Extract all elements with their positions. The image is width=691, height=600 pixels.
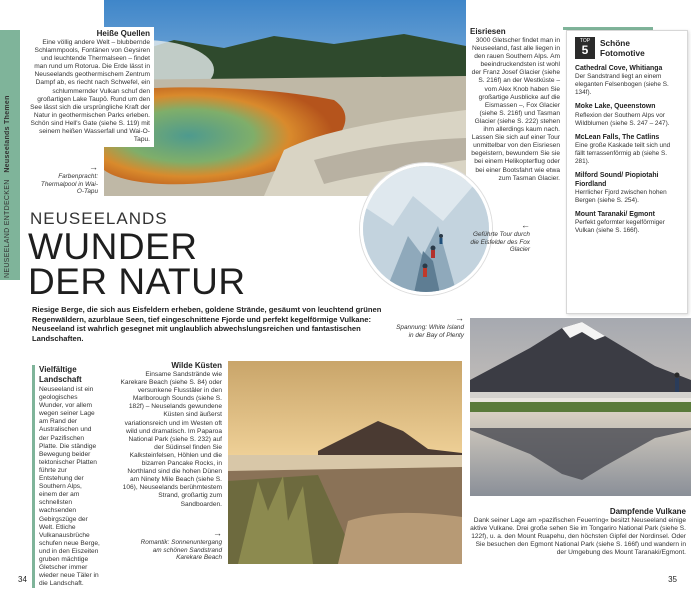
top5-photo-spots [566,30,688,314]
top5-item [575,103,679,127]
hot-springs-caption [40,164,98,196]
hot-springs-section [26,27,154,147]
top5-title: Schöne Fotomotive [600,38,645,58]
top5-item [575,172,679,205]
glaciers-heading: Eisriesen [470,27,506,36]
title-kicker: NEUSEELANDS [30,209,168,228]
glaciers-section [470,27,560,183]
section-label: NEUSEELAND ENTDECKEN [4,179,11,278]
volcanoes-heading: Dampfende Vulkane [609,507,686,516]
hot-springs-heading: Heiße Quellen [96,29,150,38]
top5-item [575,134,679,166]
top5-list [575,65,679,235]
spannung-caption-text: Spannung: White Island in der Bay of Plenty [396,323,464,339]
top5-item-name: Moke Lake, Queenstown [575,103,656,111]
top5-item-desc: Herrlicher Fjord zwischen hohen Bergen (siehe S. 254). [575,189,667,205]
coasts-text: Einsame Sandstrände wie Karekare Beach (siehe S. 84) oder versunkene Flusstäler in den Marlborough Sounds (siehe S. 182f) – Neuselands gewundene Küsten sind äußerst variationsreich und im Westen oft wild und dramatisch. Im Paparoa National Park (siehe S. 232) auf der Südinsel finden Sie Kalksteinfelsen, Höhlen und die bizarren Pancake Rocks, in Northland sind die hohen Dünen am Ninety Mile Beach (siehe S. 106), Neuseelands berühmtestem Strand, großartig zum Sandboarden. [120,371,222,508]
top5-item [575,211,679,235]
glaciers-text: 3000 Gletscher findet man in Neuseeland, fast alle liegen in den rauen Southern Alps. Am beeindruckendsten ist wohl der Franz Josef Glacier (siehe S. 216f) an der Westküste – vom Alex Knob haben Sie großartige Ausblicke auf die Eismassen –, Fox Glacier (siehe S. 216f) und Tasman Glacier (siehe S. 222) stehen ihm allerdings kaum nach. Lassen Sie sich auf einer Tour unmittelbar von den Eisriesen begeistern, bewundern Sie sie bei einem Helikopterflug oder bei einer Bootsfahrt wie etwa zum Tasman Glacier. [471,37,560,182]
coasts-section [120,361,222,509]
arrow-right-icon: → [213,528,222,538]
coasts-heading: Wilde Küsten [171,361,222,370]
glacier-caption [466,222,530,254]
top5-item-desc: Reflexion der Southern Alps vor Wildblumen (siehe S. 247 – 247). [575,111,670,127]
top5-item-name: Cathedral Cove, Whitianga [575,65,663,72]
coasts-caption [140,530,222,562]
side-section-label [4,68,18,278]
intro-text: Riesige Berge, die sich aus Eisfeldern erheben, goldene Strände, gesäumt von leuchtend grünen Regenwäldern, azurblaue Seen, tief eingeschnittene Fjorde und perfekt kegelförmige Vulkane: Neuseeland ist wahrlich gesegnet mit unglaublich abwechslungsreichen und fantastischen Landschaften. [32,305,382,343]
coasts-caption-text: Romantik: Sonnenuntergang am schönen Sandstrand Karekare Beach [140,538,222,562]
diverse-text: Neuseeland ist ein geologisches Wunder, vor allem wegen seiner Lage am Rand der Australischen und der Pazifischen Platte. Die ständige Bewegung beider tektonischer Platten führte zur Entstehung der Southern Alps, einem der am schnellsten wachsenden Gebirgszüge der Welt. Etliche Vulkanausbrüche schufen neue Berge, und in den Eiszeiten gruben mächtige Gletscher immer wieder neue Täler in die Landschaft. [39,386,100,588]
title-line-1: WUNDER [28,226,198,267]
diverse-section [32,365,100,588]
hot-springs-text: Eine völlig andere Welt – blubbernde Schlammpools, Fontänen von Geysiren und leuchtende Thermalseen – findet man rund um Rotorua. Die Erde lässt in Neuseelands geothermischem Zentrum Dampf ab, es riecht nach Schwefel, ein schlummernder Vulkan schuf den großartigen Lake Taupō. Rund um den See lässt sich die ursprüngliche Kraft der Natur in geothermischen Parks erleben. Schön sind Hell's Gate (siehe S. 119) mit seinem heißen Wasserfall und Wai-O-Tapu. [30,39,150,144]
page-number-left: 34 [18,575,27,584]
volcanoes-section [470,507,686,557]
arrow-right-icon: → [89,162,98,172]
arrow-right-icon: → [455,313,464,323]
top5-item-desc: Der Sandstrand liegt an einem eleganten Felsenbogen (siehe S. 134f). [575,73,669,97]
diverse-heading: Vielfältige Landschaft [39,365,82,384]
spannung-caption [396,315,464,339]
title-line-2: DER NATUR [28,261,246,302]
karekare-beach-photo [228,361,462,564]
top5-item-desc: Eine große Kaskade teilt sich und fällt terrassenförmig ab (siehe S. 281). [575,142,671,166]
top5-item-name: Milford Sound/ Piopiotahi Fiordland [575,172,659,188]
chapter-label: Neuseelands Themen [4,95,11,173]
volcano-photo [470,318,691,496]
arrow-left-icon: ← [521,220,530,230]
top5-item-desc: Perfekt geformter kegelförmiger Vulkan (siehe S. 166f). [575,219,665,235]
hot-springs-caption-text: Farbenpracht: Thermalpool in Wai-O-Tapu [40,172,98,196]
glacier-caption-text: Geführte Tour durch die Eisfelder des Fox Glacier [470,230,530,254]
top5-badge: TOP 5 [575,37,595,59]
volcanoes-text: Dank seiner Lage am »pazifischen Feuerring« besitzt Neuseeland einige aktive Vulkane. Drei große sehen Sie im Tongariro National Park (siehe S. 122f), u. a. den Mount Ruapehu, den höchsten Gipfel der Nordinsel. Oder Sie besuchen den Egmont National Park (siehe S. 166f) und wandern in der Umgebung des Mount Taranaki/Egmont. [470,517,686,557]
top5-item-name: Mount Taranaki/ Egmont [575,211,655,219]
top5-item-name: McLean Falls, The Catlins [575,133,660,141]
top5-item [575,65,679,97]
page-number-right: 35 [668,575,677,584]
